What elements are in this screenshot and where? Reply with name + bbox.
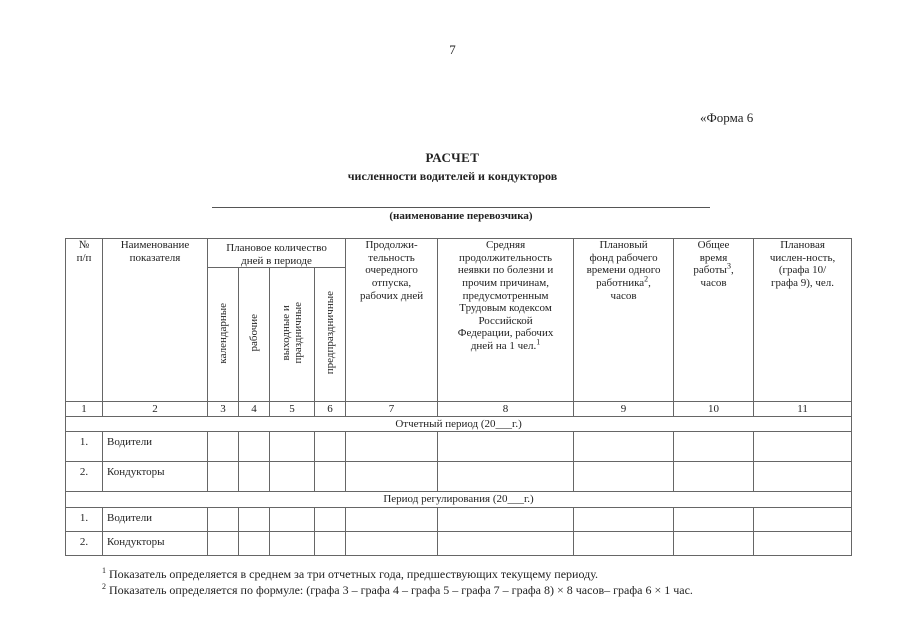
- row-name: Водители: [103, 508, 208, 532]
- footnote-2: $^2$ Показатель определяется по формуле: (графа 3 – графа 4 – графа 5 – графа 7 – графа 8) × 8 часов– графа 6 × 1 час.: [102, 582, 693, 597]
- header-total-worktime: Общее время работы$^3$, часов: [674, 239, 754, 402]
- col-number: 10: [674, 402, 754, 417]
- header-absence: Средняя продолжительность неявки по болезни и прочим причинам, предусмотренным Трудовым кодексом Российской Федерации, рабочих дней на 1 чел.$^1$: [438, 239, 574, 402]
- document-title: РАСЧЕТ: [425, 150, 480, 165]
- section-reporting-period: Отчетный период (20___г.): [66, 417, 852, 432]
- row-name: Водители: [103, 432, 208, 462]
- header-headcount: Плановая числен-ность, (графа 10/ графа 9), чел.: [754, 239, 852, 402]
- table-row: [66, 462, 852, 492]
- header-working-days: рабочие: [239, 268, 270, 402]
- header-calendar-days: календарные: [208, 268, 239, 402]
- calculation-table: [65, 238, 852, 556]
- header-name: Наименование показателя: [103, 239, 208, 402]
- header-planned-days: Плановое количество дней в периоде: [208, 239, 346, 268]
- table-row: [66, 432, 852, 462]
- row-name: Кондукторы: [103, 532, 208, 556]
- col-number: 8: [438, 402, 574, 417]
- footnotes: [102, 566, 693, 598]
- col-number: 6: [315, 402, 346, 417]
- row-name: Кондукторы: [103, 462, 208, 492]
- col-number: 11: [754, 402, 852, 417]
- row-number: 1.: [66, 432, 103, 462]
- row-number: 1.: [66, 508, 103, 532]
- col-number: 3: [208, 402, 239, 417]
- table-row: [66, 532, 852, 556]
- col-number: 2: [103, 402, 208, 417]
- carrier-name-line: [212, 207, 710, 208]
- table-row: [66, 508, 852, 532]
- row-number: 2.: [66, 532, 103, 556]
- col-number: 4: [239, 402, 270, 417]
- col-number: 1: [66, 402, 103, 417]
- header-num: № п/п: [66, 239, 103, 402]
- carrier-caption: (наименование перевозчика): [389, 210, 533, 222]
- col-number: 5: [270, 402, 315, 417]
- section-regulation-period: Период регулирования (20___г.): [66, 492, 852, 508]
- header-weekend-days: выходные и праздничные: [270, 268, 315, 402]
- header-vacation: Продолжи- тельность очередного отпуска, рабочих дней: [346, 239, 438, 402]
- document-subtitle: численности водителей и кондукторов: [347, 169, 558, 183]
- column-numbers-row: [66, 402, 852, 417]
- footnote-1: $^1$ Показатель определяется в среднем за три отчетных года, предшествующих текущему периоду.: [102, 566, 599, 581]
- col-number: 9: [574, 402, 674, 417]
- form-label: «Форма 6: [700, 110, 754, 125]
- page-number: 7: [449, 42, 456, 57]
- col-number: 7: [346, 402, 438, 417]
- header-preholiday-days: предпраздничные: [315, 268, 346, 402]
- row-number: 2.: [66, 462, 103, 492]
- header-work-fund: Плановый фонд рабочего времени одного работника$^2$, часов: [574, 239, 674, 402]
